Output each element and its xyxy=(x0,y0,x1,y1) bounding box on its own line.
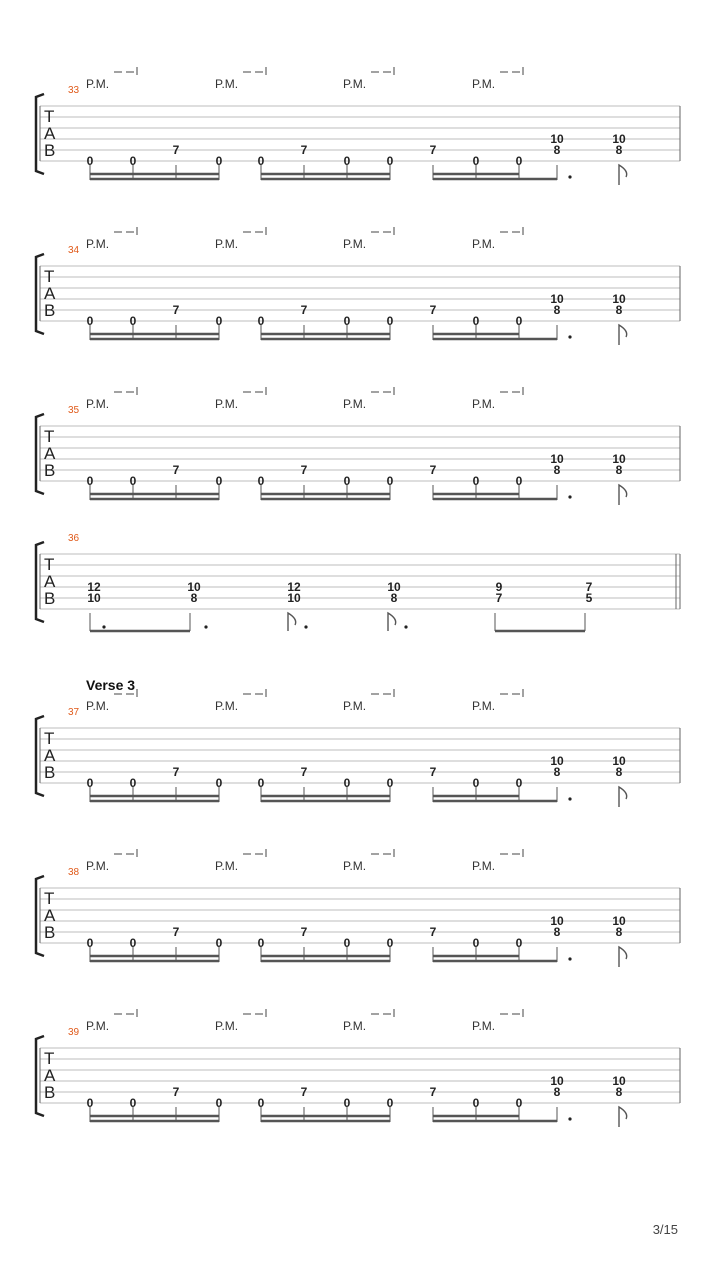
fret-number: 0 xyxy=(386,936,394,950)
tab-letter: B xyxy=(44,589,56,608)
fret-number: 0 xyxy=(86,154,94,168)
fret-number: 8 xyxy=(553,463,561,477)
fret-number: 7 xyxy=(172,1085,180,1099)
fret-number: 7 xyxy=(495,591,503,605)
tab-letter: T xyxy=(44,107,55,126)
tab-letter: B xyxy=(44,763,56,782)
fret-number: 7 xyxy=(172,463,180,477)
fret-number: 0 xyxy=(386,776,394,790)
fret-number: 0 xyxy=(215,776,223,790)
tab-letter: A xyxy=(44,906,56,925)
fret-number: 0 xyxy=(86,776,94,790)
fret-number: 0 xyxy=(215,474,223,488)
dot xyxy=(304,625,307,628)
dot xyxy=(568,175,571,178)
fret-number: 10 xyxy=(550,132,564,146)
note-flag xyxy=(619,165,627,185)
fret-number: 0 xyxy=(472,1096,480,1110)
palm-mute-label: P.M. xyxy=(215,77,239,91)
tab-letter: A xyxy=(44,284,56,303)
fret-number: 8 xyxy=(615,143,623,157)
dot xyxy=(568,797,571,800)
fret-number: 7 xyxy=(429,925,437,939)
dot xyxy=(204,625,207,628)
fret-number: 7 xyxy=(300,463,308,477)
tab-letter: T xyxy=(44,1049,55,1068)
tab-letter: B xyxy=(44,301,56,320)
fret-number: 0 xyxy=(515,314,523,328)
measure-number: 35 xyxy=(68,405,80,416)
palm-mute-label: P.M. xyxy=(215,699,239,713)
dot xyxy=(404,625,407,628)
tab-letter: A xyxy=(44,444,56,463)
fret-number: 0 xyxy=(386,154,394,168)
fret-number: 10 xyxy=(612,292,626,306)
fret-number: 7 xyxy=(172,765,180,779)
fret-number: 8 xyxy=(553,925,561,939)
fret-number: 0 xyxy=(472,474,480,488)
fret-number: 0 xyxy=(215,1096,223,1110)
measure-number: 33 xyxy=(68,85,80,96)
fret-number: 0 xyxy=(86,1096,94,1110)
fret-number: 10 xyxy=(387,580,401,594)
fret-number: 8 xyxy=(553,303,561,317)
fret-number: 0 xyxy=(129,314,137,328)
palm-mute-label: P.M. xyxy=(86,237,110,251)
fret-number: 0 xyxy=(472,776,480,790)
fret-number: 0 xyxy=(343,776,351,790)
fret-number: 0 xyxy=(515,1096,523,1110)
palm-mute-label: P.M. xyxy=(215,397,239,411)
tab-letter: A xyxy=(44,124,56,143)
fret-number: 10 xyxy=(550,914,564,928)
fret-number: 7 xyxy=(172,143,180,157)
fret-number: 0 xyxy=(257,314,265,328)
fret-number: 0 xyxy=(343,314,351,328)
tab-letter: A xyxy=(44,572,56,591)
fret-number: 0 xyxy=(472,154,480,168)
tab-letter: T xyxy=(44,427,55,446)
fret-number: 0 xyxy=(386,474,394,488)
tab-letter: A xyxy=(44,746,56,765)
palm-mute-label: P.M. xyxy=(215,237,239,251)
tab-letter: B xyxy=(44,461,56,480)
fret-number: 0 xyxy=(215,314,223,328)
measure-number: 37 xyxy=(68,707,80,718)
fret-number: 0 xyxy=(257,776,265,790)
fret-number: 0 xyxy=(129,474,137,488)
palm-mute-label: P.M. xyxy=(86,699,110,713)
fret-number: 10 xyxy=(287,591,301,605)
fret-number: 7 xyxy=(429,1085,437,1099)
fret-number: 0 xyxy=(386,1096,394,1110)
dot xyxy=(568,335,571,338)
fret-number: 0 xyxy=(343,936,351,950)
fret-number: 8 xyxy=(615,463,623,477)
palm-mute-label: P.M. xyxy=(343,77,367,91)
fret-number: 7 xyxy=(300,303,308,317)
fret-number: 7 xyxy=(585,580,593,594)
measure-number: 36 xyxy=(68,533,80,544)
dot xyxy=(568,495,571,498)
fret-number: 10 xyxy=(187,580,201,594)
fret-number: 0 xyxy=(257,474,265,488)
palm-mute-label: P.M. xyxy=(472,699,496,713)
fret-number: 0 xyxy=(257,1096,265,1110)
fret-number: 0 xyxy=(472,314,480,328)
dot xyxy=(102,625,105,628)
measure-number: 34 xyxy=(68,245,80,256)
fret-number: 0 xyxy=(129,154,137,168)
tab-letter: T xyxy=(44,267,55,286)
fret-number: 0 xyxy=(215,154,223,168)
palm-mute-label: P.M. xyxy=(343,237,367,251)
fret-number: 0 xyxy=(257,154,265,168)
fret-number: 8 xyxy=(615,1085,623,1099)
note-flag xyxy=(619,1107,627,1127)
fret-number: 10 xyxy=(612,1074,626,1088)
fret-number: 7 xyxy=(429,463,437,477)
palm-mute-label: P.M. xyxy=(343,397,367,411)
page-number: 3/15 xyxy=(652,1222,678,1237)
fret-number: 7 xyxy=(300,143,308,157)
fret-number: 0 xyxy=(129,776,137,790)
fret-number: 0 xyxy=(86,314,94,328)
palm-mute-label: P.M. xyxy=(86,397,110,411)
fret-number: 0 xyxy=(86,474,94,488)
palm-mute-label: P.M. xyxy=(86,859,110,873)
palm-mute-label: P.M. xyxy=(472,397,496,411)
fret-number: 10 xyxy=(550,1074,564,1088)
fret-number: 0 xyxy=(515,474,523,488)
palm-mute-label: P.M. xyxy=(472,1019,496,1033)
palm-mute-label: P.M. xyxy=(472,859,496,873)
fret-number: 0 xyxy=(129,936,137,950)
palm-mute-label: P.M. xyxy=(86,77,110,91)
fret-number: 10 xyxy=(550,292,564,306)
fret-number: 8 xyxy=(553,143,561,157)
tab-letter: T xyxy=(44,889,55,908)
palm-mute-label: P.M. xyxy=(472,237,496,251)
fret-number: 8 xyxy=(190,591,198,605)
tab-letter: B xyxy=(44,923,56,942)
note-flag xyxy=(288,613,296,631)
fret-number: 7 xyxy=(300,925,308,939)
dot xyxy=(568,957,571,960)
tab-letter: B xyxy=(44,1083,56,1102)
fret-number: 8 xyxy=(553,765,561,779)
fret-number: 7 xyxy=(172,303,180,317)
fret-number: 7 xyxy=(429,765,437,779)
palm-mute-label: P.M. xyxy=(343,699,367,713)
note-flag xyxy=(619,947,627,967)
fret-number: 10 xyxy=(550,754,564,768)
fret-number: 10 xyxy=(612,914,626,928)
fret-number: 0 xyxy=(515,154,523,168)
dot xyxy=(568,1117,571,1120)
fret-number: 10 xyxy=(612,754,626,768)
fret-number: 0 xyxy=(386,314,394,328)
section-label: Verse 3 xyxy=(86,677,136,693)
tab-letter: B xyxy=(44,141,56,160)
measure-number: 38 xyxy=(68,867,80,878)
fret-number: 9 xyxy=(495,580,503,594)
fret-number: 10 xyxy=(612,132,626,146)
fret-number: 12 xyxy=(287,580,301,594)
note-flag xyxy=(619,485,627,505)
fret-number: 7 xyxy=(429,143,437,157)
note-flag xyxy=(388,613,396,631)
fret-number: 0 xyxy=(343,474,351,488)
palm-mute-label: P.M. xyxy=(343,859,367,873)
note-flag xyxy=(619,325,627,345)
fret-number: 12 xyxy=(87,580,101,594)
tab-letter: A xyxy=(44,1066,56,1085)
fret-number: 8 xyxy=(390,591,398,605)
fret-number: 0 xyxy=(215,936,223,950)
measure-number: 39 xyxy=(68,1027,80,1038)
fret-number: 7 xyxy=(300,1085,308,1099)
fret-number: 0 xyxy=(86,936,94,950)
fret-number: 5 xyxy=(585,591,593,605)
fret-number: 0 xyxy=(257,936,265,950)
fret-number: 8 xyxy=(615,925,623,939)
tab-letter: T xyxy=(44,729,55,748)
fret-number: 8 xyxy=(615,303,623,317)
palm-mute-label: P.M. xyxy=(215,859,239,873)
fret-number: 0 xyxy=(343,154,351,168)
fret-number: 8 xyxy=(615,765,623,779)
fret-number: 7 xyxy=(300,765,308,779)
fret-number: 0 xyxy=(472,936,480,950)
fret-number: 0 xyxy=(129,1096,137,1110)
palm-mute-label: P.M. xyxy=(472,77,496,91)
tab-letter: T xyxy=(44,555,55,574)
fret-number: 7 xyxy=(172,925,180,939)
fret-number: 0 xyxy=(343,1096,351,1110)
palm-mute-label: P.M. xyxy=(86,1019,110,1033)
fret-number: 8 xyxy=(553,1085,561,1099)
fret-number: 7 xyxy=(429,303,437,317)
fret-number: 10 xyxy=(87,591,101,605)
palm-mute-label: P.M. xyxy=(343,1019,367,1033)
fret-number: 0 xyxy=(515,776,523,790)
fret-number: 10 xyxy=(612,452,626,466)
fret-number: 10 xyxy=(550,452,564,466)
fret-number: 0 xyxy=(515,936,523,950)
note-flag xyxy=(619,787,627,807)
palm-mute-label: P.M. xyxy=(215,1019,239,1033)
